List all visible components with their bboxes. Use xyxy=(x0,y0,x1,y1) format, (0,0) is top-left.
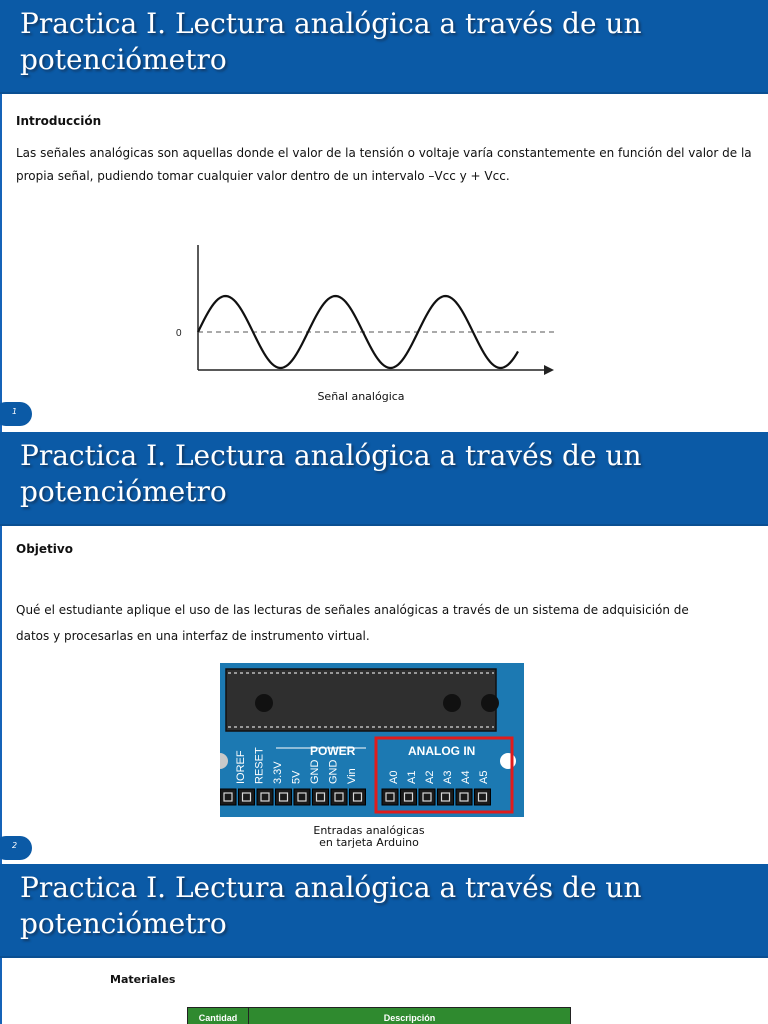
power-pin-label: GND xyxy=(327,759,340,784)
power-pin-label: 3.3V xyxy=(272,761,284,784)
board-caption-line-2: en tarjeta Arduino xyxy=(319,836,419,849)
section-heading: Introducción xyxy=(16,114,102,128)
power-pin-label: RESET xyxy=(253,747,266,784)
slide-3 xyxy=(0,864,768,1024)
analog-pin-labels xyxy=(388,771,490,784)
chip-dot xyxy=(443,694,461,712)
power-header-socket xyxy=(294,789,310,805)
analog-pin-label: A5 xyxy=(478,770,490,784)
power-pin-label: 5V xyxy=(290,770,303,784)
slide-header xyxy=(0,864,768,958)
analog-header-socket xyxy=(456,789,472,805)
table-header-quantity: Cantidad xyxy=(188,1008,249,1024)
slide-2 xyxy=(0,432,768,864)
power-header-socket xyxy=(350,789,366,805)
table-header-description: Descripción xyxy=(249,1008,571,1024)
slide-header xyxy=(0,0,768,94)
board-caption-line-1: Entradas analógicas xyxy=(313,824,425,837)
analog-header-socket xyxy=(438,789,454,805)
power-label: POWER xyxy=(310,744,356,758)
objective-line-2: datos y procesarlas en una interfaz de instrumento virtual. xyxy=(16,629,370,643)
board-caption xyxy=(296,825,442,849)
analog-pin-label: A0 xyxy=(388,770,400,784)
analog-pin-label: A3 xyxy=(442,770,454,784)
objective-line-1: Qué el estudiante aplique el uso de las lecturas de señales analógicas a través de un sistema de adquisición de xyxy=(16,603,689,617)
chip-dot xyxy=(255,694,273,712)
section-heading: Objetivo xyxy=(16,542,73,556)
analog-pin-label: A1 xyxy=(406,770,418,784)
power-pin-label: Vin xyxy=(346,768,358,784)
page-number-badge xyxy=(0,836,32,860)
analog-pin-label: A2 xyxy=(424,770,436,784)
mounting-hole xyxy=(500,753,516,769)
arduino-board-drawing xyxy=(220,663,524,817)
power-header-socket xyxy=(257,789,273,805)
header-sockets xyxy=(220,789,491,805)
analog-header-socket xyxy=(401,789,417,805)
power-header-socket xyxy=(331,789,347,805)
power-header-socket xyxy=(239,789,255,805)
slide-header xyxy=(0,432,768,526)
section-heading: Materiales xyxy=(110,973,176,986)
power-header-socket xyxy=(313,789,329,805)
mounting-hole xyxy=(220,753,228,769)
page-number-badge xyxy=(0,402,32,426)
slide-title: Practica I. Lectura analógica a través de un potenciómetro xyxy=(20,871,642,940)
analog-header-socket xyxy=(382,789,398,805)
analog-signal-figure xyxy=(170,240,560,380)
zero-label: 0 xyxy=(176,328,182,339)
slide-1 xyxy=(0,0,768,432)
materials-table xyxy=(187,1007,571,1024)
power-header-socket xyxy=(276,789,292,805)
slide-title: Practica I. Lectura analógica a través de un potenciómetro xyxy=(20,7,642,76)
analog-pin-label: A4 xyxy=(460,770,472,784)
power-pin-label: IOREF xyxy=(235,750,247,784)
power-pin-label: GND xyxy=(309,759,321,784)
page-number: 2 xyxy=(12,841,18,850)
slide-title: Practica I. Lectura analógica a través de un potenciómetro xyxy=(20,439,642,508)
analog-header-socket xyxy=(475,789,491,805)
chip-notch xyxy=(481,694,499,712)
arduino-board-figure xyxy=(220,663,524,817)
x-axis-arrow-icon xyxy=(544,365,554,375)
power-header-socket xyxy=(220,789,236,805)
table-header-row xyxy=(188,1008,571,1024)
analog-header-socket xyxy=(419,789,435,805)
analog-in-label: ANALOG IN xyxy=(408,744,476,758)
intro-paragraph: Las señales analógicas son aquellas donde el valor de la tensión o voltaje varía constantemente en función del valor de la propia señal, pudiendo tomar cualquier valor dentro de un intervalo –Vcc y + Vcc. xyxy=(16,146,752,183)
figure-caption: Señal analógica xyxy=(317,390,405,403)
page-number: 1 xyxy=(12,407,18,416)
